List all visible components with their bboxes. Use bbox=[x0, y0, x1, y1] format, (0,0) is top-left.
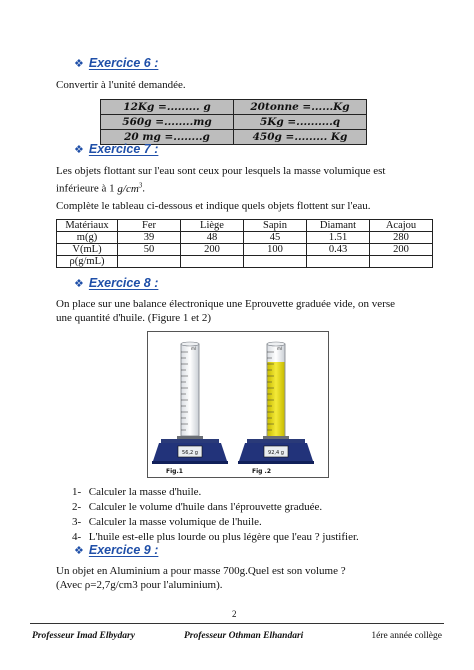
conversion-row bbox=[101, 100, 367, 115]
density-unit-text: g/cm bbox=[117, 182, 139, 195]
table-cell bbox=[244, 256, 307, 268]
table-header-row bbox=[57, 220, 433, 232]
balance-illustration bbox=[148, 332, 328, 477]
tube-unit-label: ml bbox=[277, 346, 283, 351]
table-cell: 100 bbox=[244, 244, 307, 256]
exercise-8-line2: une quantité d'huile. (Figure 1 et 2) bbox=[56, 312, 212, 324]
exercise-6-title bbox=[74, 56, 158, 70]
table-cell: 1.51 bbox=[307, 232, 370, 244]
exercise-8-questions bbox=[72, 485, 359, 545]
oil-cylinder bbox=[263, 342, 289, 439]
table-header-cell: Sapin bbox=[244, 220, 307, 232]
question-text: Calculer la masse volumique de l'huile. bbox=[88, 516, 262, 528]
exercise-6-intro: Convertir à l'unité demandée. bbox=[56, 79, 186, 91]
footer-left-author: Professeur Imad Elbydary bbox=[32, 631, 135, 641]
table-cell: ρ(g/mL) bbox=[57, 256, 118, 268]
balance-1 bbox=[152, 439, 228, 464]
exercise-7-line2-end: . bbox=[142, 182, 146, 195]
question-text: L'huile est-elle plus lourde ou plus légère que l'eau ? justifier. bbox=[88, 531, 359, 543]
diamond-bullet-icon: ❖ bbox=[74, 278, 84, 290]
table-cell: V(mL) bbox=[57, 244, 118, 256]
table-header-cell: Fer bbox=[118, 220, 181, 232]
table-cell: 39 bbox=[118, 232, 181, 244]
diamond-bullet-icon: ❖ bbox=[74, 144, 84, 156]
empty-cylinder bbox=[177, 342, 203, 439]
exercise-7-title bbox=[74, 142, 158, 156]
question-number: 1- bbox=[72, 486, 82, 498]
balance-2 bbox=[238, 439, 314, 464]
exercise-8-line1: On place sur une balance électronique une Eprouvette graduée vide, on verse bbox=[56, 298, 396, 310]
conversion-cell: 20tonne =......Kg bbox=[234, 100, 367, 115]
conversion-cell: 5Kg =..........q bbox=[234, 115, 367, 130]
table-row bbox=[57, 232, 433, 244]
table-cell: 200 bbox=[370, 244, 433, 256]
exercise-6-title-text: Exercice 6 : bbox=[88, 56, 159, 70]
footer-divider bbox=[30, 623, 444, 624]
table-row bbox=[57, 244, 433, 256]
list-item bbox=[72, 515, 359, 530]
table-cell bbox=[307, 256, 370, 268]
exercise-9-title-text: Exercice 9 : bbox=[88, 543, 159, 557]
exercise-7-line3: Complète le tableau ci-dessous et indique quels objets flottent sur l'eau. bbox=[56, 200, 371, 212]
table-header-cell: Liège bbox=[181, 220, 244, 232]
fig2-scale-reading: 92,4 g bbox=[268, 450, 284, 456]
footer-center-author: Professeur Othman Elhandari bbox=[184, 631, 304, 641]
exercise-7-title-text: Exercice 7 : bbox=[88, 142, 159, 156]
exercise-7-line2-text: inférieure à 1 bbox=[56, 182, 118, 195]
materials-table bbox=[56, 219, 433, 268]
table-header-cell: Diamant bbox=[307, 220, 370, 232]
table-header-cell: Acajou bbox=[370, 220, 433, 232]
list-item bbox=[72, 485, 359, 500]
question-text: Calculer le volume d'huile dans l'éprouvette graduée. bbox=[88, 501, 323, 513]
question-text: Calculer la masse d'huile. bbox=[88, 486, 202, 498]
table-cell: 200 bbox=[181, 244, 244, 256]
table-cell bbox=[370, 256, 433, 268]
table-cell: 45 bbox=[244, 232, 307, 244]
table-cell: 48 bbox=[181, 232, 244, 244]
exercise-8-title bbox=[74, 276, 158, 290]
conversion-table bbox=[100, 99, 367, 145]
table-cell: 0.43 bbox=[307, 244, 370, 256]
question-number: 2- bbox=[72, 501, 82, 513]
page-number: 2 bbox=[232, 609, 237, 619]
exercise-8-title-text: Exercice 8 : bbox=[88, 276, 159, 290]
conversion-cell: 450g =......... Kg bbox=[234, 130, 367, 145]
exercise-7-line2 bbox=[56, 178, 145, 197]
footer bbox=[30, 627, 444, 647]
table-cell bbox=[118, 256, 181, 268]
diamond-bullet-icon: ❖ bbox=[74, 545, 84, 557]
question-number: 4- bbox=[72, 531, 82, 543]
conversion-row bbox=[101, 115, 367, 130]
question-number: 3- bbox=[72, 516, 82, 528]
diamond-bullet-icon: ❖ bbox=[74, 58, 84, 70]
conversion-cell: 12Kg =......... g bbox=[101, 100, 234, 115]
density-unit bbox=[117, 183, 142, 195]
density-unit-exponent: 3 bbox=[138, 181, 143, 189]
footer-level: 1ére année collège bbox=[371, 631, 442, 641]
table-cell: m(g) bbox=[57, 232, 118, 244]
exercise-9-title bbox=[74, 543, 158, 557]
table-cell: 280 bbox=[370, 232, 433, 244]
table-header-cell: Matériaux bbox=[57, 220, 118, 232]
conversion-cell: 560g =........mg bbox=[101, 115, 234, 130]
exercise-9-line2: (Avec ρ=2,7g/cm3 pour l'aluminium). bbox=[56, 579, 223, 591]
balance-figure bbox=[147, 331, 329, 478]
fig1-label: Fig.1 bbox=[166, 468, 183, 475]
exercise-9-line1: Un objet en Aluminium a pour masse 700g.Quel est son volume ? bbox=[56, 565, 346, 577]
table-cell: 50 bbox=[118, 244, 181, 256]
table-row bbox=[57, 256, 433, 268]
fig2-label: Fig .2 bbox=[252, 468, 271, 475]
tube-unit-label: ml bbox=[191, 346, 197, 351]
exercise-7-line1: Les objets flottant sur l'eau sont ceux pour lesquels la masse volumique est bbox=[56, 165, 386, 177]
table-cell bbox=[181, 256, 244, 268]
list-item bbox=[72, 500, 359, 515]
fig1-scale-reading: 56,2 g bbox=[182, 450, 198, 456]
conversion-cell: 20 mg =........g bbox=[101, 130, 234, 145]
